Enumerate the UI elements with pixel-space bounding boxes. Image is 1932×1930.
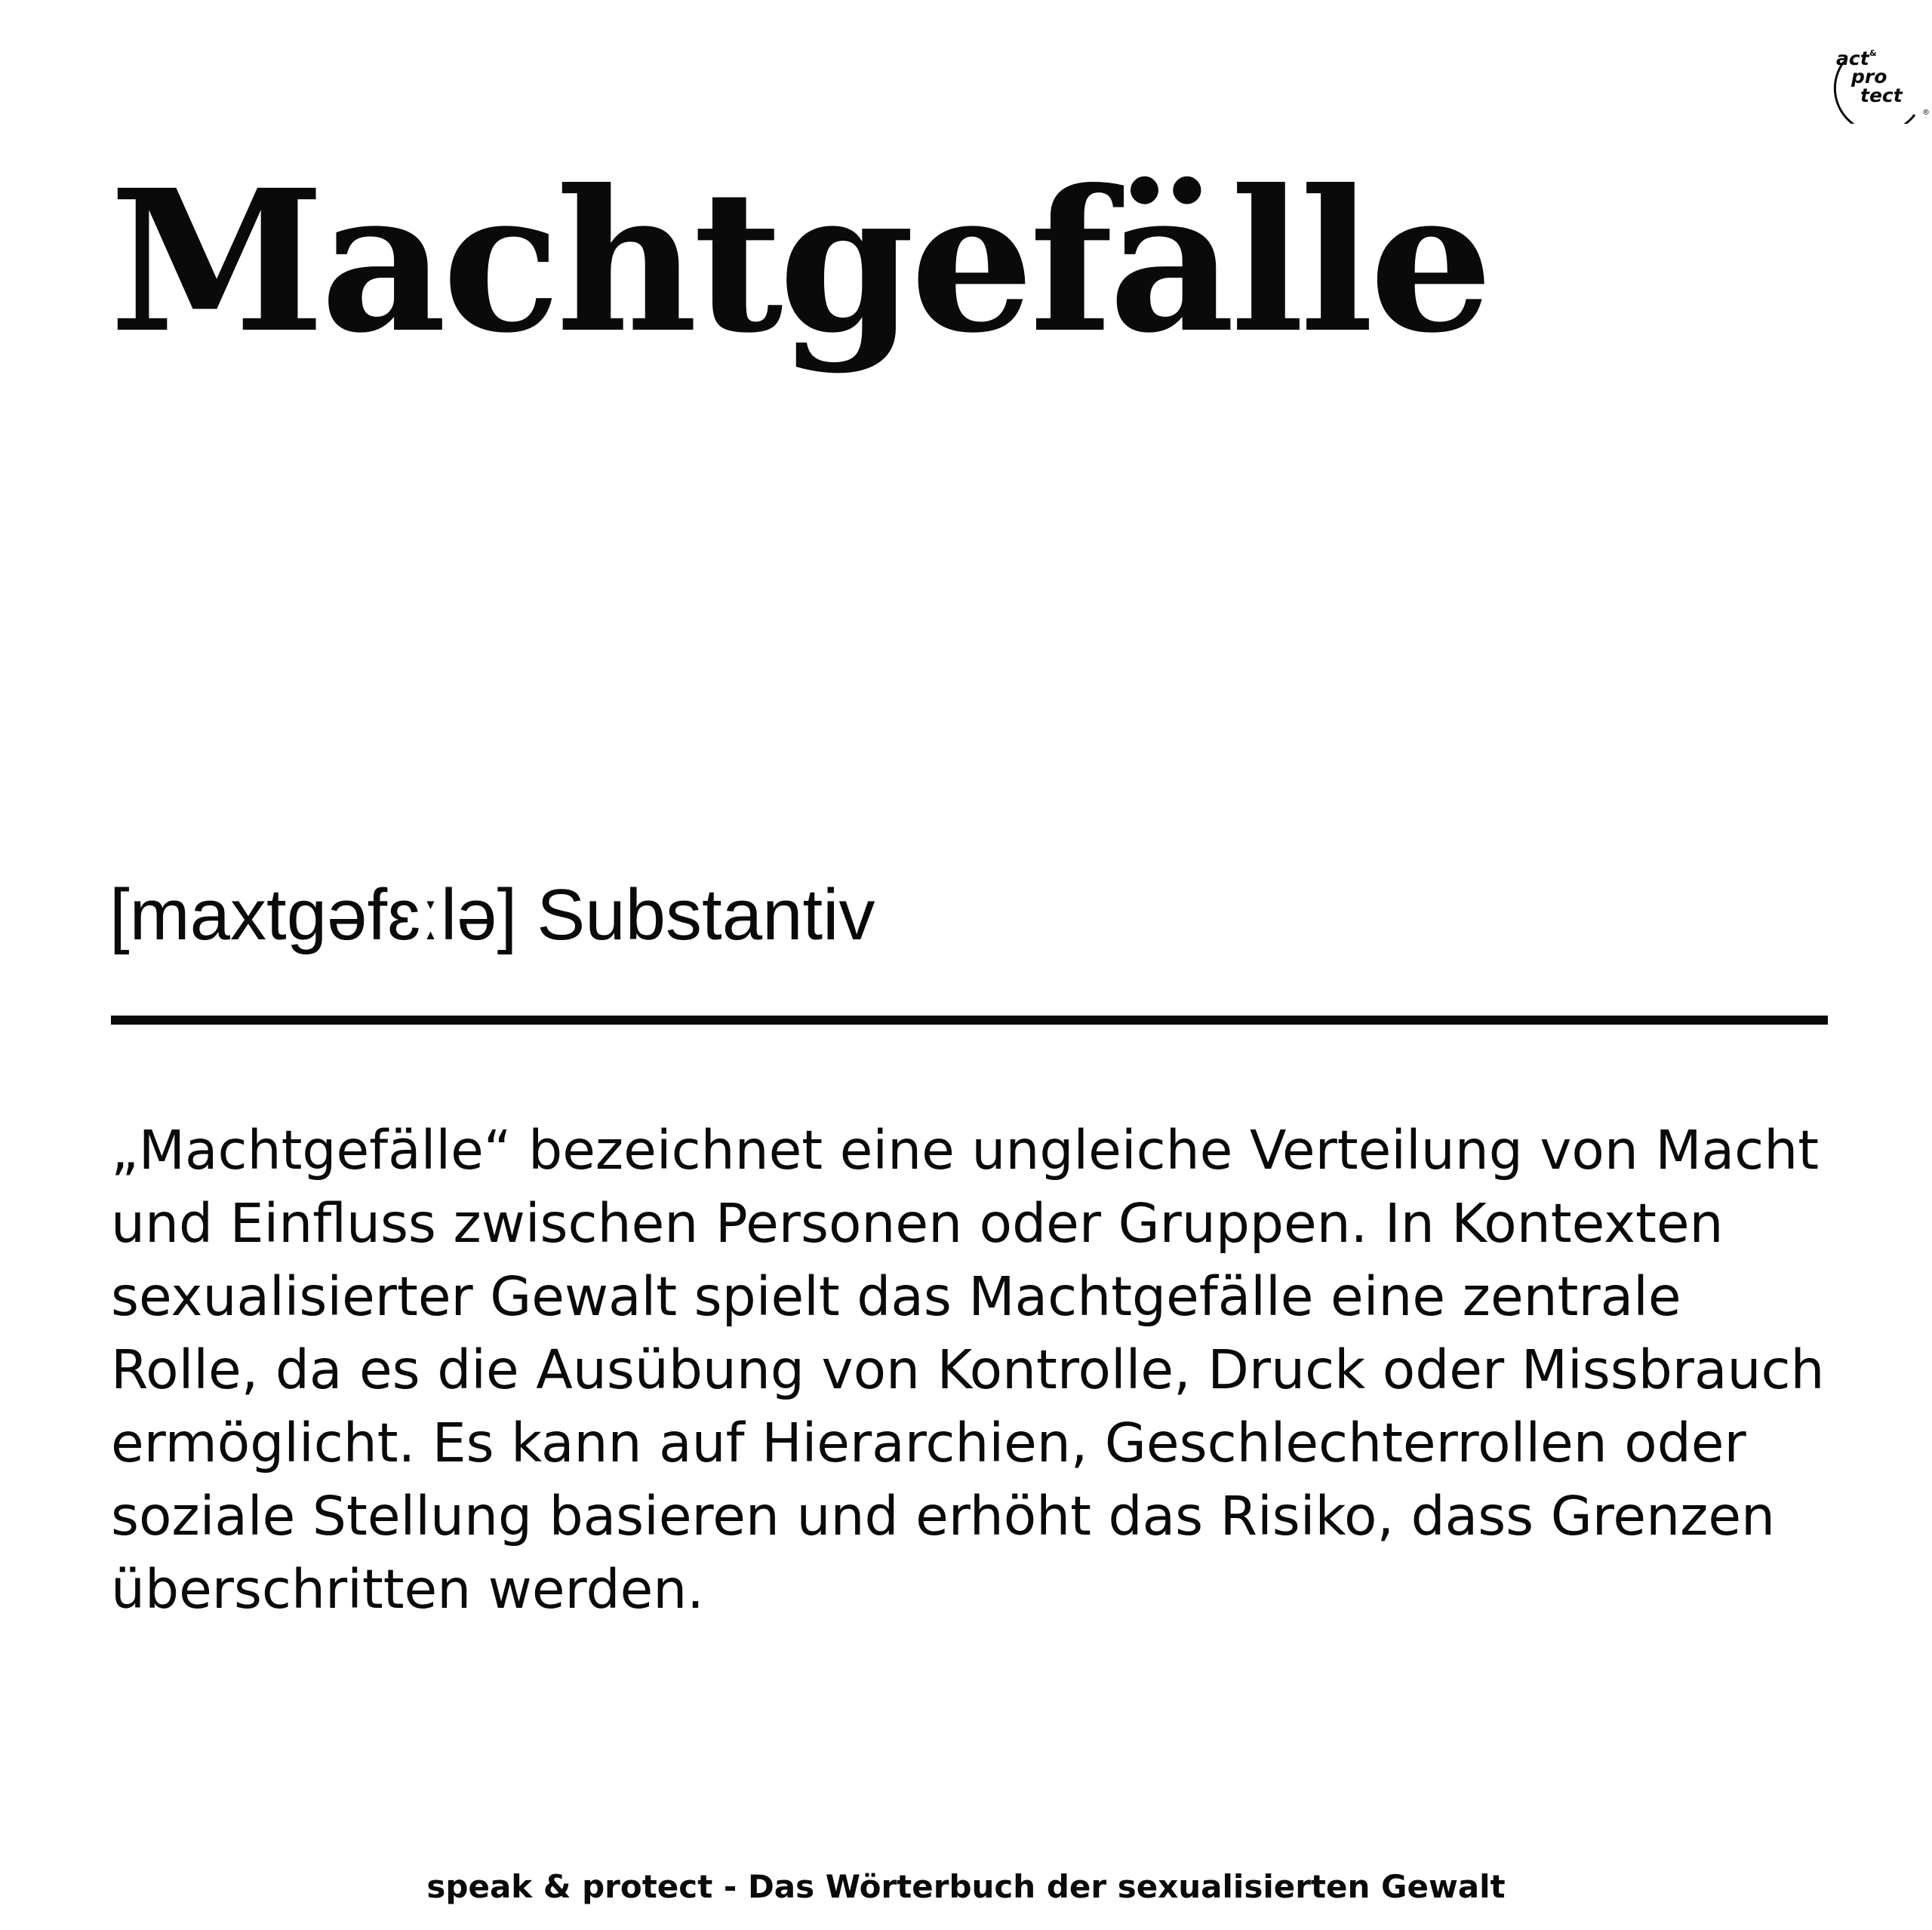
logo-line-tect: tect [1860, 85, 1903, 106]
logo-ampersand: & [1869, 48, 1877, 58]
word-class: Substantiv [537, 874, 875, 955]
logo-line-pro: pro [1851, 66, 1887, 88]
definition-text: „Machtgefälle“ bezeichnet eine ungleiche Verteilung von Macht und Einfluss zwischen Personen oder Gruppen. In Kontexten sexualisierter Gewalt spielt das Machtgefälle eine zentrale Rolle, da es die Ausübung von Kontrolle, Druck oder Missbrauch ermöglicht. Es kann auf Hierarchien, Geschlechterrollen oder soziale Stellung basieren und erhöht das Risiko, dass Grenzen überschritten werden. [111, 1119, 1825, 1621]
logo-registered-mark: ® [1922, 109, 1930, 117]
act-and-protect-logo [1830, 45, 1932, 124]
divider-rule [111, 1016, 1828, 1025]
pronunciation-line [109, 875, 875, 955]
footer-caption: speak & protect - Das Wörterbuch der sexualisierten Gewalt [426, 1868, 1506, 1905]
entry-title: Machtgefälle [109, 147, 1489, 376]
logo-line-act: act [1836, 48, 1869, 69]
pronunciation: [maxtɡəfɛːlə] [109, 874, 518, 955]
